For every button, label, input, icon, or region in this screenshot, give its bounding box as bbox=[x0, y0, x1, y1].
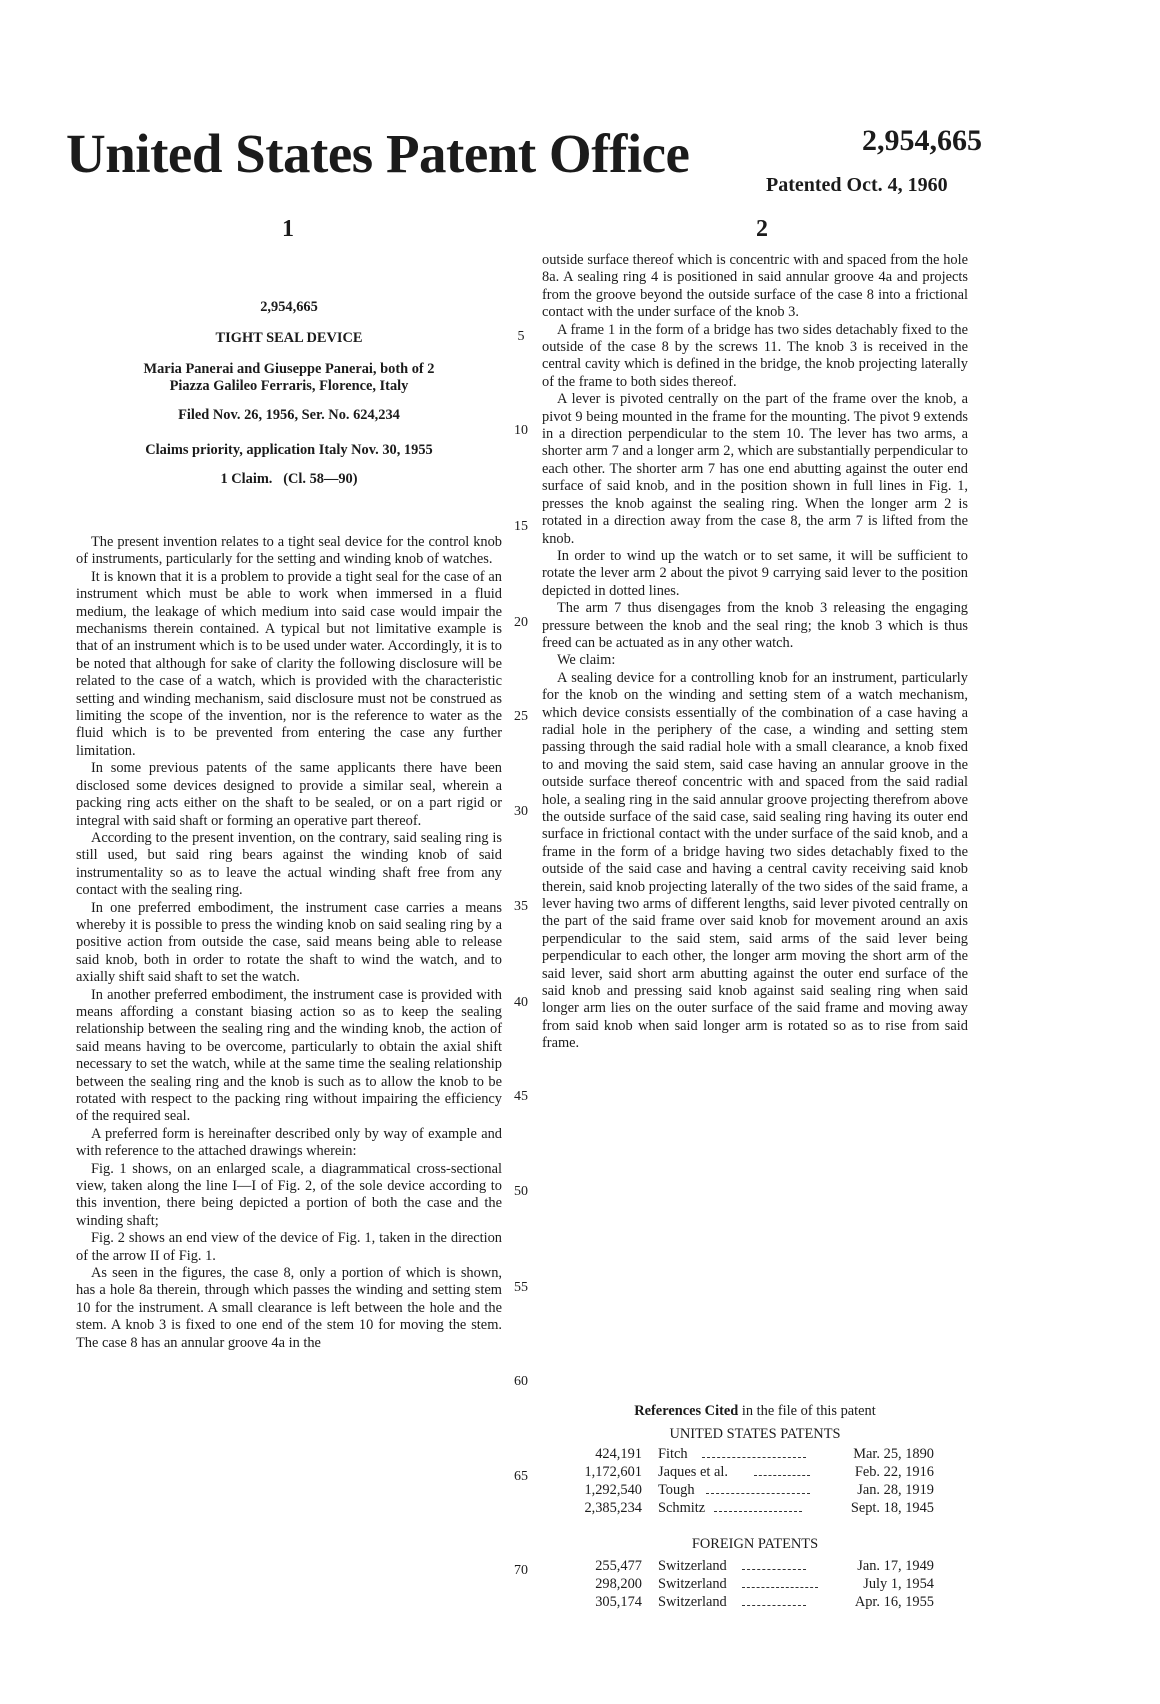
paragraph: According to the present invention, on the contrary, said sealing ring is still used, but said ring bears against the winding knob of said instrumentality so as to leave the actual winding shaft free from any contact with the sealing ring. bbox=[76, 829, 502, 899]
paragraph: In some previous patents of the same applicants there have been disclosed some devices designed to provide a similar seal, wherein a packing ring acts either on the shaft to be sealed, or on a part rigid or integral with said shaft or forming an operative part thereof. bbox=[76, 760, 502, 829]
paragraph: A lever is pivoted centrally on the part of the frame over the knob, a pivot 9 being mounted in the frame for the mounting. The pivot 9 extends in a direction perpendicular to the stem 10. The lever has two arms, a shorter arm 7 and a longer arm 2, which are substantially perpendicular to each other. The shorter arm 7 has one end abutting against the outer end surface of said knob, and in the position shown in full lines in Fig. 1, presses the knob against the sealing ring. When the longer arm 2 is rotated in a direction away from the case 8, the arm 7 is lifted from the knob. bbox=[542, 391, 968, 547]
reference-name: Schmitz bbox=[658, 1500, 706, 1516]
line-number: 70 bbox=[514, 1563, 528, 1578]
reference-row bbox=[542, 1481, 968, 1499]
paragraph: As seen in the figures, the case 8, only a portion of which is shown, has a hole 8a therein, through which passes the winding and setting stem 10 for the instrument. A small clearance is left between the hole and the stem. A knob 3 is fixed to one end of the stem 10 for moving the stem. The case 8 has an annular groove 4a in the bbox=[76, 1265, 502, 1351]
reference-row bbox=[542, 1593, 968, 1611]
office-title: United States Patent Office bbox=[66, 123, 690, 184]
reference-number: 255,477 bbox=[595, 1558, 642, 1574]
references-cited bbox=[542, 1401, 968, 1611]
line-number: 55 bbox=[514, 1280, 528, 1295]
paragraph: The present invention relates to a tight seal device for the control knob of instruments, particularly for the setting and winding knob of watches. bbox=[76, 534, 502, 568]
dotted-leader bbox=[706, 1493, 810, 1494]
column-number-left: 1 bbox=[282, 216, 294, 242]
inventors: Maria Panerai and Giuseppe Panerai, both of 2 Piazza Galileo Ferraris, Florence, Italy bbox=[143, 361, 435, 394]
reference-date: Jan. 17, 1949 bbox=[857, 1558, 934, 1574]
line-number: 25 bbox=[514, 709, 528, 724]
paragraph: A frame 1 in the form of a bridge has two sides detachably fixed to the outside of the case 8 by the screws 11. The knob 3 is received in the central cavity which is defined in the bridge, the knob projecting laterally of the frame to both sides thereof. bbox=[542, 321, 968, 390]
line-number: 15 bbox=[514, 519, 528, 534]
patent-number: 2,954,665 bbox=[862, 124, 982, 157]
line-number: 50 bbox=[514, 1184, 528, 1199]
reference-number: 298,200 bbox=[595, 1576, 642, 1592]
reference-date: July 1, 1954 bbox=[863, 1576, 934, 1592]
dotted-leader bbox=[714, 1511, 802, 1512]
paragraph: It is known that it is a problem to provide a tight seal for the case of an instrument which must be able to work when immersed in a fluid medium, the leakage of which medium into said case would impair the mechanisms therein contained. A typical but not limitative example is that of an instrument which is to be used under water. Accordingly, it is to be noted that although for sake of clarity the following disclosure will be related to the case of a watch, which is provided with the characteristic setting and winding mechanism, said disclosure must not be construed as limiting the scope of the invention, nor is the reference to water as the fluid which is to be prevented from entering the case any further limitation. bbox=[76, 568, 502, 759]
invention-title: TIGHT SEAL DEVICE bbox=[215, 330, 363, 346]
line-number: 65 bbox=[514, 1469, 528, 1484]
dotted-leader bbox=[742, 1569, 806, 1570]
reference-number: 424,191 bbox=[595, 1446, 642, 1462]
reference-name: Tough bbox=[658, 1482, 695, 1498]
paragraph: outside surface thereof which is concentric with and spaced from the hole 8a. A sealing ring 4 is positioned in said annular groove 4a and projects from the groove beyond the outside surface of the case 8 into a frictional contact with the under surface of the knob 3. bbox=[542, 252, 968, 321]
paragraph: Fig. 1 shows, on an enlarged scale, a diagrammatical cross-sectional view, taken along the line I—I of Fig. 2, of the sole device according to this invention, there being depicted a portion of both the case and the winding shaft; bbox=[76, 1160, 502, 1229]
reference-number: 305,174 bbox=[595, 1594, 642, 1610]
reference-name: Jaques et al. bbox=[658, 1464, 728, 1480]
claim-count: 1 Claim. (Cl. 58—90) bbox=[220, 471, 358, 487]
line-number: 60 bbox=[514, 1374, 528, 1389]
line-number: 35 bbox=[514, 899, 528, 914]
reference-number: 1,172,601 bbox=[584, 1464, 642, 1480]
reference-row bbox=[542, 1499, 968, 1517]
paragraph: In another preferred embodiment, the instrument case is provided with means affording a constant biasing action so as to keep the sealing relationship between the sealing ring and the winding knob, the action of said means having to be overcome, particularly to obtain the axial shift necessary to set the watch, while at the same time the sealing relationship between the sealing ring and the knob is such as to allow the knob to be rotated with respect to the packing ring without impairing the efficiency of the required seal. bbox=[76, 986, 502, 1125]
paragraph: Fig. 2 shows an end view of the device of Fig. 1, taken in the direction of the arrow II of Fig. 1. bbox=[76, 1230, 502, 1264]
line-number: 5 bbox=[517, 329, 525, 344]
line-number: 10 bbox=[514, 423, 528, 438]
paragraph: In one preferred embodiment, the instrument case carries a means whereby it is possible to press the winding knob on said sealing ring by a positive action from outside the case, said means being able to release said knob, both in order to rotate the shaft to wind the watch, and to axially shift said shaft to set the watch. bbox=[76, 899, 502, 986]
claim-text: A sealing device for a controlling knob for an instrument, particularly for the knob on the winding and setting stem of a watch mechanism, which device consists essentially of the combination of a case having a radial hole in the periphery of the case, a winding and setting stem passing through the said radial hole with a small clearance, a knob fixed to and moving the said stem, said case having an annular groove in the outside surface thereof concentric with and spaced from the said radial hole, a sealing ring in the said annular groove projecting therefrom above the outside surface of the said case, said sealing ring having its outer end surface in frictional contact with the under surface of the said knob, and a frame in the form of a bridge having two sides detachably fixed to the outside of the said case and having a central cavity receiving said knob therein, said knob projecting laterally of the two sides of the said frame, a lever having two arms of different lengths, said lever pivoted centrally on the part of the said frame over said knob for movement around an axis perpendicular to the said stem, said arms of the said lever being perpendicular to each other, the longer arm moving the short arm of the said lever, said short arm abutting against the outer end surface of the said knob and pressing said knob against said sealing ring when said longer arm lies on the outer surface of the said frame and moving away from said knob when said longer arm is rotated so as to rise from said frame. bbox=[542, 669, 968, 1052]
line-number: 20 bbox=[514, 615, 528, 630]
left-column-text bbox=[76, 534, 502, 1352]
reference-date: Apr. 16, 1955 bbox=[854, 1594, 934, 1610]
reference-row bbox=[542, 1557, 968, 1575]
dotted-leader bbox=[742, 1605, 806, 1606]
reference-row bbox=[542, 1463, 968, 1481]
right-column-text bbox=[542, 252, 968, 1053]
reference-name: Switzerland bbox=[658, 1558, 727, 1574]
claim-intro: We claim: bbox=[557, 652, 616, 669]
us-patents-heading: UNITED STATES PATENTS bbox=[669, 1426, 841, 1442]
line-number: 45 bbox=[514, 1089, 528, 1104]
reference-name: Switzerland bbox=[658, 1576, 727, 1592]
front-matter bbox=[76, 299, 502, 488]
paragraph: The arm 7 thus disengages from the knob 3 releasing the engaging pressure between the knob and the seal ring; the knob 3 which is thus freed can be actuated as in any other watch. bbox=[542, 600, 968, 651]
reference-name: Fitch bbox=[658, 1446, 688, 1462]
priority-claim: Claims priority, application Italy Nov. 30, 1955 bbox=[145, 442, 433, 458]
references-heading bbox=[542, 1401, 968, 1421]
paragraph: A preferred form is hereinafter described only by way of example and with reference to the attached drawings wherein: bbox=[76, 1125, 502, 1160]
line-number: 40 bbox=[514, 995, 528, 1010]
front-patent-number: 2,954,665 bbox=[260, 299, 318, 315]
column-number-right: 2 bbox=[756, 216, 768, 242]
references-heading-bold: References Cited bbox=[634, 1403, 739, 1419]
reference-number: 1,292,540 bbox=[584, 1482, 642, 1498]
reference-date: Feb. 22, 1916 bbox=[854, 1464, 934, 1480]
reference-number: 2,385,234 bbox=[584, 1500, 642, 1516]
reference-row bbox=[542, 1575, 968, 1593]
patented-date: Patented Oct. 4, 1960 bbox=[766, 174, 948, 196]
reference-row bbox=[542, 1445, 968, 1463]
reference-date: Jan. 28, 1919 bbox=[857, 1482, 934, 1498]
references-heading-rest: in the file of this patent bbox=[738, 1403, 876, 1419]
reference-date: Mar. 25, 1890 bbox=[853, 1446, 934, 1462]
reference-name: Switzerland bbox=[658, 1594, 727, 1610]
dotted-leader bbox=[702, 1457, 806, 1458]
reference-date: Sept. 18, 1945 bbox=[850, 1500, 934, 1516]
filing-info: Filed Nov. 26, 1956, Ser. No. 624,234 bbox=[178, 407, 400, 423]
paragraph: In order to wind up the watch or to set same, it will be sufficient to rotate the lever arm 2 about the pivot 9 carrying said lever to the position depicted in dotted lines. bbox=[542, 547, 968, 599]
foreign-patents-heading: FOREIGN PATENTS bbox=[691, 1536, 819, 1552]
line-number: 30 bbox=[514, 804, 528, 819]
dotted-leader bbox=[754, 1475, 810, 1476]
dotted-leader bbox=[742, 1587, 818, 1588]
